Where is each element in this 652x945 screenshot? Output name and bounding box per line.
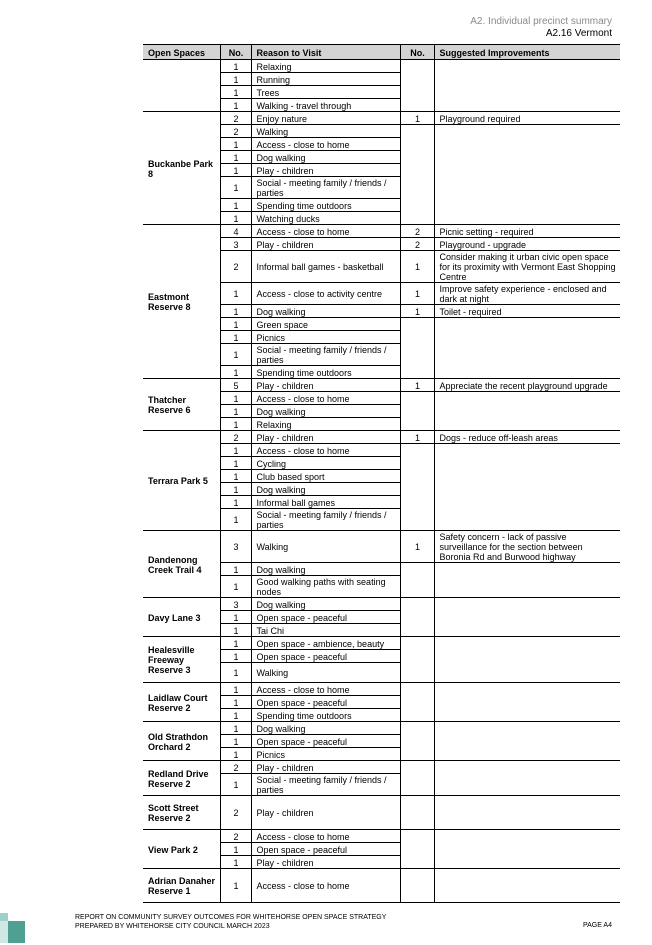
table-row [143, 431, 620, 444]
reason-text: Access - close to home [251, 683, 400, 696]
reason-text: Social - meeting family / friends / parties [251, 509, 400, 531]
open-space-name: Old Strathdon Orchard 2 [143, 722, 220, 761]
col-reason-count: No. [220, 45, 251, 60]
open-space-name: Redland Drive Reserve 2 [143, 761, 220, 796]
reason-count: 1 [220, 318, 251, 331]
reason-count: 1 [220, 869, 251, 903]
reason-text: Play - children [251, 379, 400, 392]
reason-text: Tai Chi [251, 624, 400, 637]
reason-text: Play - children [251, 431, 400, 444]
improvement-text-empty [434, 830, 620, 869]
reason-count: 1 [220, 774, 251, 796]
reason-count: 1 [220, 509, 251, 531]
improvement-text-empty [434, 318, 620, 379]
reason-count: 1 [220, 60, 251, 73]
reason-count: 1 [220, 305, 251, 318]
col-reason: Reason to Visit [251, 45, 400, 60]
table-row [143, 761, 620, 774]
reason-count: 1 [220, 151, 251, 164]
reason-count: 2 [220, 431, 251, 444]
reason-count: 1 [220, 696, 251, 709]
table-row [143, 830, 620, 843]
table-row [143, 869, 620, 903]
improvement-count: 2 [400, 238, 434, 251]
reason-count: 1 [220, 722, 251, 735]
table-row [143, 225, 620, 238]
reason-count: 2 [220, 830, 251, 843]
improvement-count-empty [400, 125, 434, 225]
col-open-spaces: Open Spaces [143, 45, 220, 60]
reason-text: Cycling [251, 457, 400, 470]
table-row [143, 637, 620, 650]
reason-count: 1 [220, 496, 251, 509]
reason-count: 1 [220, 73, 251, 86]
reason-count: 1 [220, 331, 251, 344]
reason-count: 1 [220, 483, 251, 496]
open-space-group [143, 379, 620, 431]
reason-text: Picnics [251, 748, 400, 761]
reason-count: 2 [220, 125, 251, 138]
open-space-name: Eastmont Reserve 8 [143, 225, 220, 379]
section-title: A2. Individual precinct summary [470, 16, 612, 27]
reason-text: Dog walking [251, 305, 400, 318]
open-space-summary-table [143, 44, 620, 903]
improvement-text-empty [434, 444, 620, 531]
table-row [143, 531, 620, 563]
reason-count: 1 [220, 283, 251, 305]
reason-count: 2 [220, 251, 251, 283]
reason-count: 3 [220, 238, 251, 251]
open-space-name: Terrara Park 5 [143, 431, 220, 531]
improvement-text-empty [434, 60, 620, 112]
improvement-text-empty [434, 761, 620, 796]
improvement-count: 1 [400, 379, 434, 392]
col-improvement: Suggested Improvements [434, 45, 620, 60]
reason-text: Access - close to home [251, 225, 400, 238]
improvement-count: 1 [400, 531, 434, 563]
reason-text: Dog walking [251, 151, 400, 164]
open-space-name: Dandenong Creek Trail 4 [143, 531, 220, 598]
reason-text: Access - close to home [251, 444, 400, 457]
improvement-count-empty [400, 60, 434, 112]
reason-text: Spending time outdoors [251, 709, 400, 722]
reason-text: Play - children [251, 761, 400, 774]
improvement-count: 1 [400, 305, 434, 318]
reason-count: 1 [220, 418, 251, 431]
improvement-text: Playground - upgrade [434, 238, 620, 251]
improvement-count: 1 [400, 112, 434, 125]
improvement-text-empty [434, 563, 620, 598]
reason-count: 5 [220, 379, 251, 392]
improvement-text-empty [434, 683, 620, 722]
improvement-count-empty [400, 563, 434, 598]
reason-count: 1 [220, 709, 251, 722]
reason-count: 1 [220, 650, 251, 663]
improvement-text: Playground required [434, 112, 620, 125]
reason-text: Spending time outdoors [251, 366, 400, 379]
reason-text: Walking - travel through [251, 99, 400, 112]
footer-prepared-by: PREPARED BY WHITEHORSE CITY COUNCIL MARCH 2023 [75, 923, 270, 930]
improvement-text: Appreciate the recent playground upgrade [434, 379, 620, 392]
improvement-count-empty [400, 683, 434, 722]
reason-text: Informal ball games - basketball [251, 251, 400, 283]
reason-text: Play - children [251, 238, 400, 251]
reason-count: 1 [220, 843, 251, 856]
improvement-count: 1 [400, 431, 434, 444]
reason-count: 1 [220, 164, 251, 177]
reason-text: Trees [251, 86, 400, 99]
open-space-group [143, 598, 620, 637]
decor-square-teal [8, 921, 25, 943]
reason-text: Running [251, 73, 400, 86]
open-space-name: Adrian Danaher Reserve 1 [143, 869, 220, 903]
open-space-name [143, 60, 220, 112]
improvement-text: Improve safety experience - enclosed and dark at night [434, 283, 620, 305]
improvement-text-empty [434, 869, 620, 903]
reason-text: Play - children [251, 164, 400, 177]
improvement-text: Safety concern - lack of passive surveillance for the section between Boronia Rd and Burwood highway [434, 531, 620, 563]
reason-text: Play - children [251, 856, 400, 869]
improvement-count-empty [400, 796, 434, 830]
reason-count: 1 [220, 637, 251, 650]
reason-count: 1 [220, 212, 251, 225]
open-space-group [143, 761, 620, 796]
reason-text: Club based sport [251, 470, 400, 483]
improvement-text-empty [434, 125, 620, 225]
reason-count: 1 [220, 576, 251, 598]
reason-text: Social - meeting family / friends / parties [251, 344, 400, 366]
decor-square-light [0, 913, 8, 921]
reason-text: Social - meeting family / friends / parties [251, 774, 400, 796]
reason-text: Relaxing [251, 60, 400, 73]
reason-count: 1 [220, 138, 251, 151]
page-number: PAGE A4 [582, 922, 612, 929]
reason-text: Access - close to home [251, 138, 400, 151]
reason-count: 2 [220, 761, 251, 774]
improvement-count-empty [400, 869, 434, 903]
reason-text: Play - children [251, 796, 400, 830]
subsection-title: A2.16 Vermont [545, 28, 612, 39]
reason-text: Dog walking [251, 722, 400, 735]
reason-text: Informal ball games [251, 496, 400, 509]
reason-text: Open space - peaceful [251, 650, 400, 663]
improvement-count-empty [400, 318, 434, 379]
reason-text: Spending time outdoors [251, 199, 400, 212]
improvement-count-empty [400, 598, 434, 637]
reason-text: Enjoy nature [251, 112, 400, 125]
reason-text: Open space - peaceful [251, 735, 400, 748]
open-space-group [143, 683, 620, 722]
reason-count: 1 [220, 663, 251, 683]
improvement-count-empty [400, 392, 434, 431]
improvement-text-empty [434, 598, 620, 637]
reason-text: Walking [251, 531, 400, 563]
reason-text: Open space - ambience, beauty [251, 637, 400, 650]
table-header-row [143, 45, 620, 60]
reason-text: Open space - peaceful [251, 696, 400, 709]
open-space-group [143, 431, 620, 531]
reason-text: Open space - peaceful [251, 611, 400, 624]
improvement-count-empty [400, 761, 434, 796]
reason-count: 1 [220, 611, 251, 624]
reason-count: 1 [220, 683, 251, 696]
improvement-text: Consider making it urban civic open space for its proximity with Vermont East Shopping Centre [434, 251, 620, 283]
improvement-text: Picnic setting - required [434, 225, 620, 238]
reason-text: Access - close to home [251, 830, 400, 843]
open-space-group [143, 637, 620, 683]
reason-count: 1 [220, 748, 251, 761]
improvement-count-empty [400, 637, 434, 683]
reason-count: 2 [220, 796, 251, 830]
reason-count: 1 [220, 405, 251, 418]
page-header [470, 16, 612, 40]
reason-count: 1 [220, 199, 251, 212]
reason-count: 1 [220, 177, 251, 199]
footer-report-title: REPORT ON COMMUNITY SURVEY OUTCOMES FOR WHITEHORSE OPEN SPACE STRATEGY [75, 914, 387, 921]
open-space-name: Scott Street Reserve 2 [143, 796, 220, 830]
open-space-name: View Park 2 [143, 830, 220, 869]
reason-text: Dog walking [251, 598, 400, 611]
open-space-group [143, 869, 620, 903]
col-improvement-count: No. [400, 45, 434, 60]
reason-text: Walking [251, 663, 400, 683]
table-row [143, 683, 620, 696]
open-space-group [143, 722, 620, 761]
reason-count: 1 [220, 86, 251, 99]
reason-text: Watching ducks [251, 212, 400, 225]
reason-count: 4 [220, 225, 251, 238]
improvement-text-empty [434, 722, 620, 761]
reason-text: Dog walking [251, 483, 400, 496]
reason-text: Picnics [251, 331, 400, 344]
improvement-count-empty [400, 722, 434, 761]
table-row [143, 722, 620, 735]
improvement-count-empty [400, 830, 434, 869]
reason-count: 3 [220, 531, 251, 563]
reason-text: Good walking paths with seating nodes [251, 576, 400, 598]
improvement-text-empty [434, 392, 620, 431]
open-space-name: Laidlaw Court Reserve 2 [143, 683, 220, 722]
open-space-group [143, 225, 620, 379]
reason-count: 1 [220, 392, 251, 405]
reason-count: 1 [220, 366, 251, 379]
reason-count: 1 [220, 735, 251, 748]
open-space-name: Thatcher Reserve 6 [143, 379, 220, 431]
reason-count: 1 [220, 444, 251, 457]
open-space-group [143, 531, 620, 598]
reason-count: 1 [220, 856, 251, 869]
reason-text: Open space - peaceful [251, 843, 400, 856]
open-space-group [143, 112, 620, 225]
reason-count: 1 [220, 99, 251, 112]
improvement-count: 1 [400, 283, 434, 305]
reason-count: 1 [220, 624, 251, 637]
reason-text: Access - close to activity centre [251, 283, 400, 305]
reason-text: Relaxing [251, 418, 400, 431]
page-footer [75, 913, 386, 931]
improvement-count-empty [400, 444, 434, 531]
reason-text: Dog walking [251, 563, 400, 576]
table-row [143, 379, 620, 392]
reason-text: Green space [251, 318, 400, 331]
reason-text: Dog walking [251, 405, 400, 418]
table-row [143, 598, 620, 611]
reason-text: Social - meeting family / friends / parties [251, 177, 400, 199]
table-row [143, 796, 620, 830]
reason-text: Walking [251, 125, 400, 138]
decor-square-pale [0, 921, 8, 943]
improvement-count: 1 [400, 251, 434, 283]
improvement-text: Toilet - required [434, 305, 620, 318]
reason-text: Access - close to home [251, 392, 400, 405]
reason-count: 1 [220, 457, 251, 470]
open-space-group [143, 60, 620, 112]
open-space-name: Davy Lane 3 [143, 598, 220, 637]
table-row [143, 60, 620, 73]
reason-count: 1 [220, 470, 251, 483]
open-space-name: Healesville Freeway Reserve 3 [143, 637, 220, 683]
reason-count: 2 [220, 112, 251, 125]
reason-count: 1 [220, 563, 251, 576]
improvement-text-empty [434, 637, 620, 683]
improvement-text: Dogs - reduce off-leash areas [434, 431, 620, 444]
improvement-text-empty [434, 796, 620, 830]
table-row [143, 112, 620, 125]
reason-count: 1 [220, 344, 251, 366]
improvement-count: 2 [400, 225, 434, 238]
open-space-group [143, 796, 620, 830]
reason-text: Access - close to home [251, 869, 400, 903]
reason-count: 3 [220, 598, 251, 611]
open-space-group [143, 830, 620, 869]
open-space-name: Buckanbe Park 8 [143, 112, 220, 225]
